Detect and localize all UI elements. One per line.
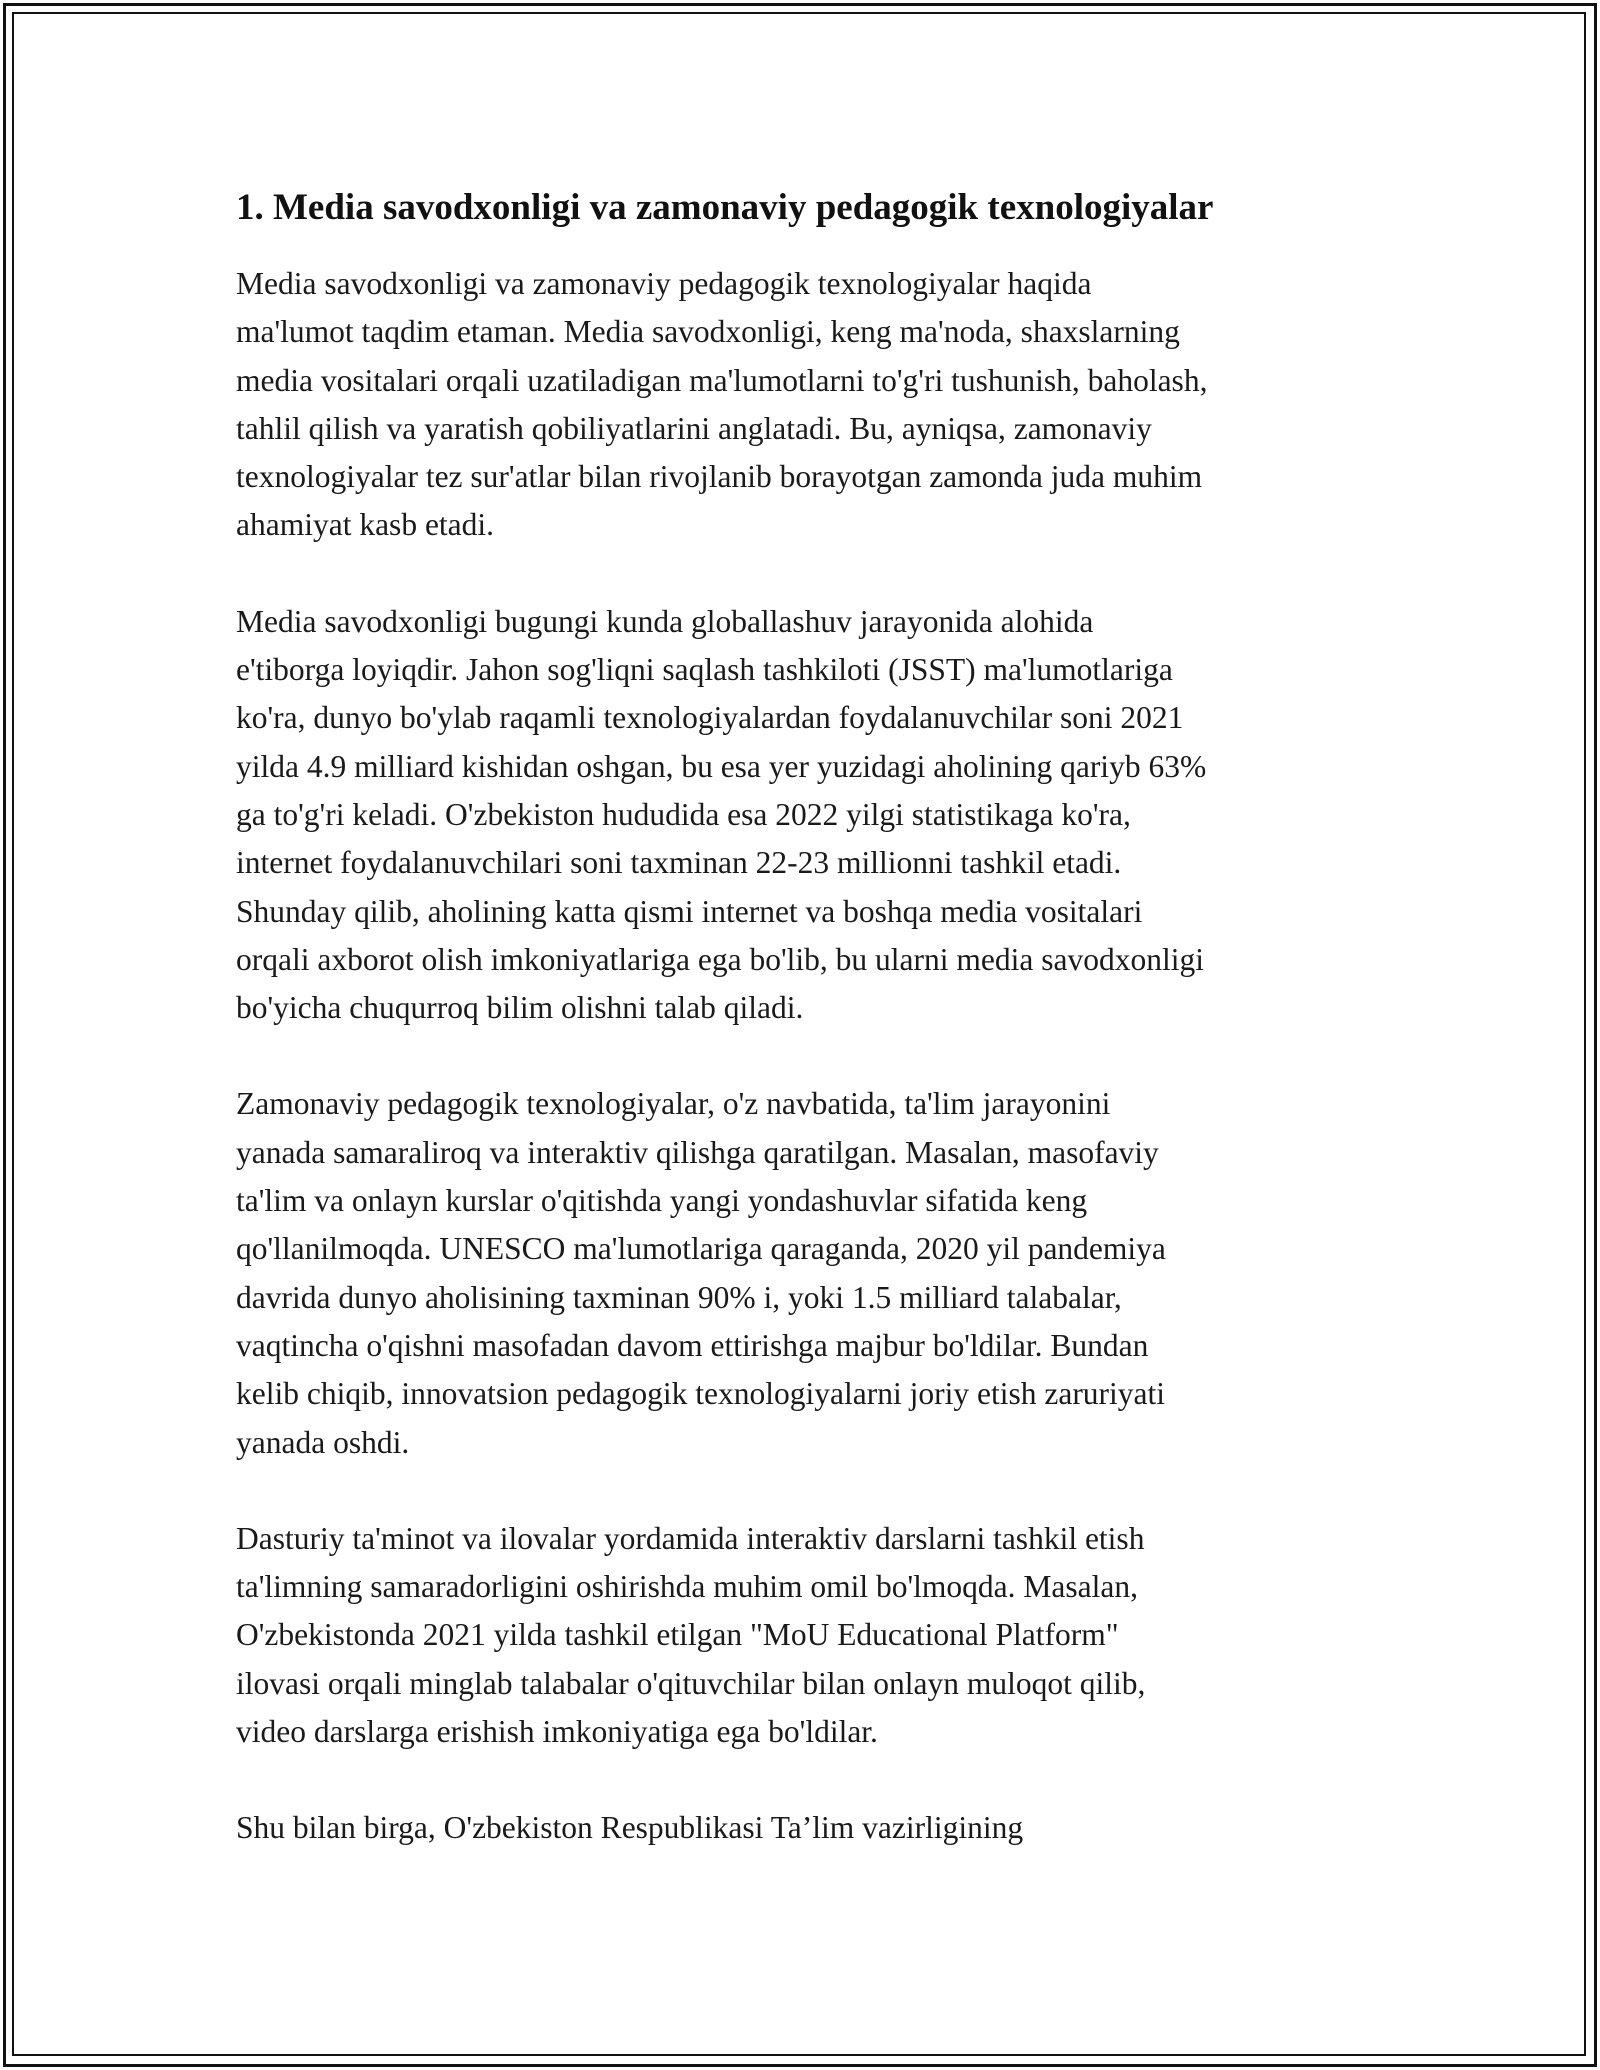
text-line: Media savodxonligi va zamonaviy pedagogik texnologiyalar haqida — [236, 266, 1092, 301]
text-line: kelib chiqib, innovatsion pedagogik texnologiyalarni joriy etish zaruriyati — [236, 1376, 1166, 1412]
text-line: davrida dunyo aholisining taxminan 90% i, yoki 1.5 milliard talabalar, — [236, 1279, 1122, 1315]
text-line: ta'lim va onlayn kurslar o'qitishda yangi yondashuvlar sifatida keng — [236, 1183, 1088, 1219]
text-line: Media savodxonligi bugungi kunda globallashuv jarayonida alohida — [236, 603, 1094, 639]
text-line: ko'ra, dunyo bo'ylab raqamli texnologiyalardan foydalanuvchilar soni 2021 — [236, 700, 1184, 736]
paragraph-1 — [236, 260, 1386, 550]
text-line: internet foydalanuvchilari soni taxminan 22-23 millionni tashkil etadi. — [236, 845, 1122, 881]
text-line: media vositalari orqali uzatiladigan ma'lumotlarni to'g'ri tushunish, baholash, — [236, 362, 1208, 398]
text-line: Zamonaviy pedagogik texnologiyalar, o'z navbatida, ta'lim jarayonini — [236, 1086, 1111, 1122]
text-line: ta'limning samaradorligini oshirishda muhim omil bo'lmoqda. Masalan, — [236, 1569, 1138, 1605]
text-line: bo'yicha chuqurroq bilim olishni talab qiladi. — [236, 990, 804, 1026]
text-line: texnologiyalar tez sur'atlar bilan rivojlanib borayotgan zamonda juda muhim — [236, 459, 1203, 495]
text-line: e'tiborga loyiqdir. Jahon sog'liqni saqlash tashkiloti (JSST) ma'lumotlariga — [236, 652, 1173, 688]
text-line: yilda 4.9 milliard kishidan oshgan, bu esa yer yuzidagi aholining qariyb 63% — [236, 748, 1207, 784]
text-line: ga to'g'ri keladi. O'zbekiston hududida esa 2022 yilgi statistikaga ko'ra, — [236, 796, 1131, 832]
paragraph-3 — [236, 1080, 1386, 1466]
text-line: Shunday qilib, aholining katta qismi internet va boshqa media vositalari — [236, 893, 1143, 929]
document-title: 1. Media savodxonligi va zamonaviy pedagogik texnologiyalar — [236, 187, 1214, 228]
paragraph-2 — [236, 598, 1386, 1033]
text-line: video darslarga erishish imkoniyatiga ega bo'ldilar. — [236, 1714, 878, 1750]
text-line: O'zbekistonda 2021 yilda tashkil etilgan "MoU Educational Platform" — [236, 1617, 1119, 1653]
text-line: qo'llanilmoqda. UNESCO ma'lumotlariga qaraganda, 2020 yil pandemiya — [236, 1231, 1166, 1267]
text-line: ilovasi orqali minglab talabalar o'qituvchilar bilan onlayn muloqot qilib, — [236, 1665, 1146, 1701]
text-line: ahamiyat kasb etadi. — [236, 507, 495, 543]
text-line: Shu bilan birga, O'zbekiston Respublikasi Ta’lim vazirligining — [236, 1810, 1024, 1846]
text-line: vaqtincha o'qishni masofadan davom ettirishga majbur bo'ldilar. Bundan — [236, 1327, 1149, 1363]
paragraph-5 — [236, 1804, 1386, 1852]
paragraph-4 — [236, 1515, 1386, 1756]
text-line: orqali axborot olish imkoniyatlariga ega bo'lib, bu ularni media savodxonligi — [236, 941, 1204, 977]
text-line: tahlil qilish va yaratish qobiliyatlarini anglatadi. Bu, ayniqsa, zamonaviy — [236, 410, 1152, 446]
text-line: yanada oshdi. — [236, 1424, 410, 1460]
text-line: Dasturiy ta'minot va ilovalar yordamida interaktiv darslarni tashkil etish — [236, 1520, 1145, 1556]
document-body — [236, 184, 1386, 1901]
text-line: ma'lumot taqdim etaman. Media savodxonligi, keng ma'noda, shaxslarning — [236, 314, 1180, 350]
text-line: yanada samaraliroq va interaktiv qilishga qaratilgan. Masalan, masofaviy — [236, 1134, 1159, 1170]
